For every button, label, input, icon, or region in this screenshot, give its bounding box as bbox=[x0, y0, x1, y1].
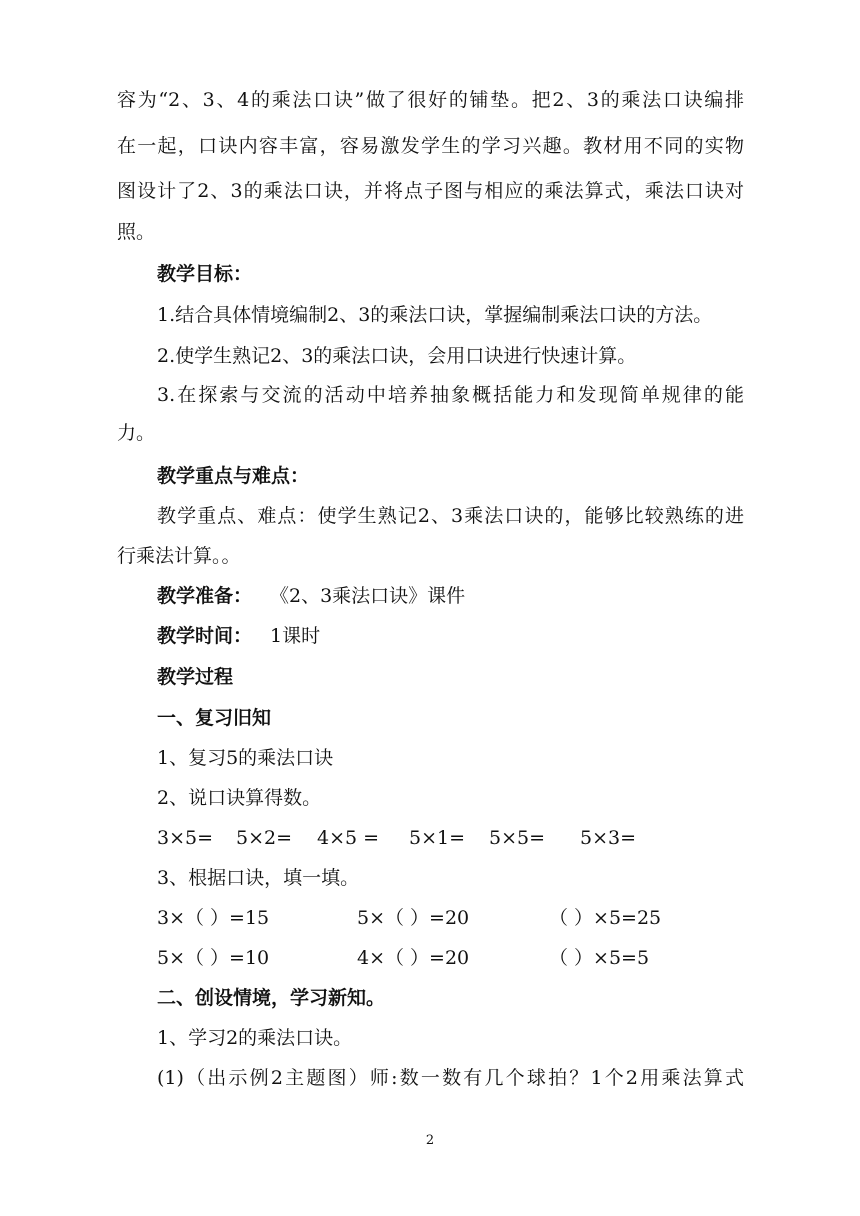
fill-item: 4×（ ）=20 bbox=[357, 947, 470, 969]
intro-line-4: 照。 bbox=[117, 221, 156, 243]
step-1: 1、复习5的乘法口诀 bbox=[157, 747, 334, 769]
fill-item: 5×（ ）=20 bbox=[357, 907, 470, 929]
step-2: 2、说口诀算得数。 bbox=[157, 787, 322, 809]
fill-item: （ ）×5=5 bbox=[549, 947, 650, 969]
page-number: 2 bbox=[425, 1133, 435, 1148]
objective-item-1: 1.结合具体情境编制2、3的乘法口诀，掌握编制乘法口诀的方法。 bbox=[157, 304, 713, 326]
calc-item: 5×3= bbox=[580, 827, 637, 849]
objective-item-2: 2.使学生熟记2、3的乘法口诀，会用口诀进行快速计算。 bbox=[157, 345, 637, 367]
objective-item-3-line-2: 力。 bbox=[117, 422, 156, 444]
calc-item: 5×1= bbox=[409, 827, 466, 849]
fill-item: 5×（ ）=10 bbox=[157, 947, 270, 969]
calc-item: 4×5 = bbox=[317, 827, 380, 849]
intro-line-3: 图设计了2、3的乘法口诀，并将点子图与相应的乘法算式，乘法口诀对 bbox=[117, 180, 744, 202]
fill-item: （ ）×5=25 bbox=[549, 907, 662, 929]
time-label: 教学时间： bbox=[157, 625, 253, 647]
learn-1: 1、学习2的乘法口诀。 bbox=[157, 1027, 353, 1049]
objectives-heading: 教学目标： bbox=[157, 263, 253, 285]
key-points-heading: 教学重点与难点： bbox=[157, 465, 310, 487]
section-2-heading: 二、创设情境，学习新知。 bbox=[157, 987, 386, 1009]
step-3: 3、根据口诀，填一填。 bbox=[157, 867, 360, 889]
preparation-label: 教学准备： bbox=[157, 585, 253, 607]
objective-item-3-line-1: 3.在探索与交流的活动中培养抽象概括能力和发现简单规律的能 bbox=[157, 384, 744, 406]
time-value: 1课时 bbox=[270, 625, 321, 647]
example-line: (1)（出示例2主题图）师:数一数有几个球拍？1个2用乘法算式 bbox=[157, 1067, 744, 1089]
intro-line-2: 在一起，口诀内容丰富，容易激发学生的学习兴趣。教材用不同的实物 bbox=[117, 135, 744, 157]
process-heading: 教学过程 bbox=[157, 666, 234, 688]
calc-item: 5×2= bbox=[236, 827, 293, 849]
key-points-line-2: 行乘法计算。。 bbox=[117, 545, 241, 567]
intro-line-1: 容为“2、3、4的乘法口诀”做了很好的铺垫。把2、3的乘法口诀编排 bbox=[117, 89, 744, 111]
preparation-value: 《2、3乘法口诀》课件 bbox=[270, 585, 466, 607]
key-points-line-1: 教学重点、难点：使学生熟记2、3乘法口诀的，能够比较熟练的进 bbox=[157, 505, 744, 527]
fill-item: 3×（ ）=15 bbox=[157, 907, 270, 929]
section-1-heading: 一、复习旧知 bbox=[157, 707, 272, 729]
calc-item: 5×5= bbox=[489, 827, 546, 849]
calc-item: 3×5= bbox=[157, 827, 214, 849]
